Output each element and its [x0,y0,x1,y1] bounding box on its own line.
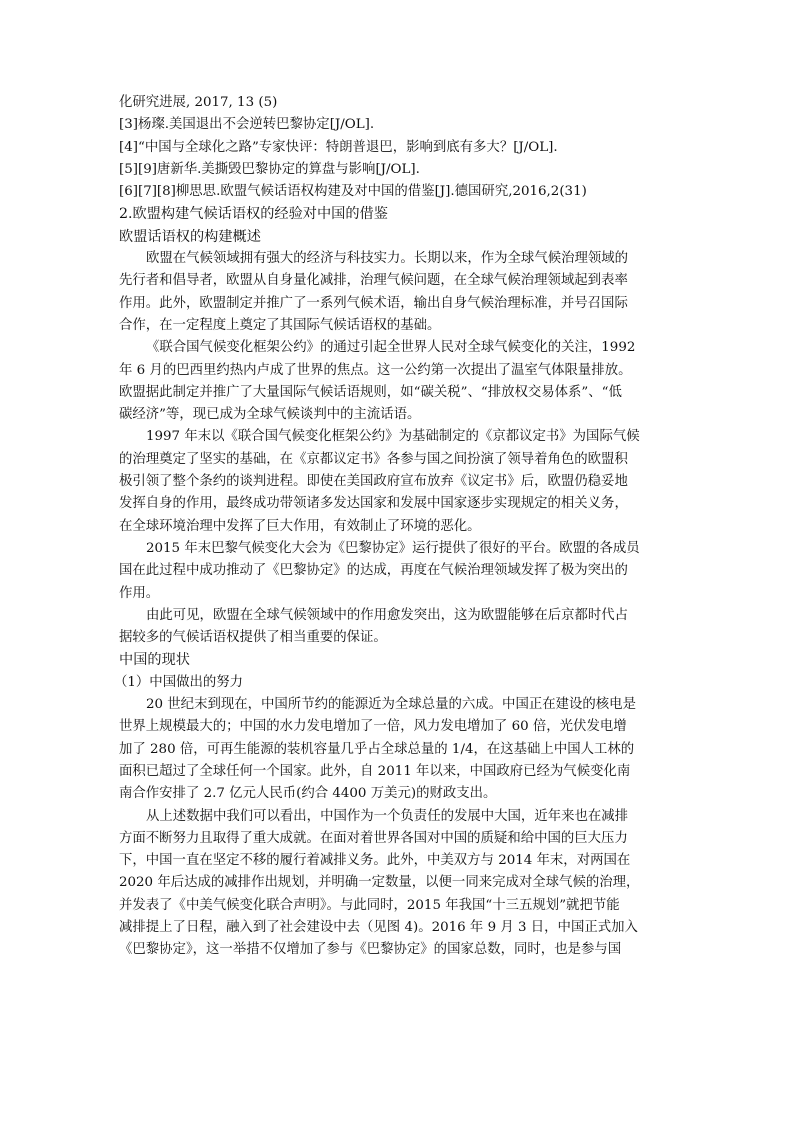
reference-item: 化研究进展, 2017, 13 (5) [119,95,278,110]
paragraph-line: 方面不断努力且取得了重大成就。在面对着世界各国对中国的质疑和给中国的巨大压力 [119,830,628,846]
paragraph-line: 的治理奠定了坚实的基础，在《京都议定书》各参与国之间扮演了领导着角色的欧盟积 [119,451,628,467]
paragraph-line: 欧盟在气候领域拥有强大的经济与科技实力。长期以来，作为全球气候治理领域的 [146,251,629,267]
china-subsection-heading: 中国的现状 [119,652,190,669]
paragraph-line: 下，中国一直在坚定不移的履行着减排义务。此外，中美双方与 2014 年末，对两国在 [119,853,631,869]
paragraph-line: 从上述数据中我们可以看出，中国作为一个负责任的发展中大国，近年来也在减排 [146,808,629,824]
reference-list [119,92,675,203]
paragraph [119,248,675,337]
paragraph [119,538,675,605]
paragraph-line: 2015 年末巴黎气候变化大会为《巴黎协定》运行提供了很好的平台。欧盟的各成员 [146,540,640,556]
china-section-body [119,694,675,962]
paragraph [119,605,675,650]
paragraph-line: 面积已超过了全球任何一个国家。此外，自 2011 年以来，中国政府已经为气候变化南 [119,763,631,779]
paragraph-line: 作用。 [119,585,160,601]
reference-item: [4]“中国与全球化之路”专家快评：特朗普退巴，影响到底有多大？[J/OL]. [119,139,558,155]
paragraph-line: 在全球环境治理中发挥了巨大作用，有效制止了环境的恶化。 [119,518,481,534]
paragraph-line: 2020 年后达成的减排作出规划，并明确一定数量，以便一同来完成对全球气候的治理， [119,875,640,891]
paragraph-line: 减排提上了日程，融入到了社会建设中去（见图 4)。2016 年 9 月 3 日，中国正式加入 [119,919,638,935]
paragraph [119,426,675,537]
paragraph-line: 南合作安排了 2.7 亿元人民币(约合 4400 万美元)的财政支出。 [119,786,497,802]
paragraph-line: 合作，在一定程度上奠定了其国际气候话语权的基础。 [119,317,441,333]
paragraph-line: 碳经济”等，现已成为全球气候谈判中的主流话语。 [119,407,421,423]
paragraph-line: 据较多的气候话语权提供了相当重要的保证。 [119,630,387,646]
paragraph-line: 1997 年末以《联合国气候变化框架公约》为基础制定的《京都议定书》为国际气候 [146,429,640,445]
paragraph [119,337,675,426]
paragraph-line: 加了 280 倍，可再生能源的装机容量几乎占全球总量的 1/4，在这基础上中国人工林的 [119,741,635,757]
reference-item: [5][9]唐新华.美撕毁巴黎协定的算盘与影响[J/OL]. [119,161,420,177]
paragraph-line: 由此可见，欧盟在全球气候领域中的作用愈发突出，这为欧盟能够在后京都时代占 [146,607,629,623]
document-body [114,92,675,962]
paragraph-line: 国在此过程中成功推动了《巴黎协定》的达成，再度在气候治理领域发挥了极为突出的 [119,563,628,579]
paragraph [119,694,675,805]
paragraph-line: 《巴黎协定》，这一举措不仅增加了参与《巴黎协定》的国家总数，同时，也是参与国 [119,942,622,958]
paragraph-line: 极引领了整个条约的谈判进程。即使在美国政府宣布放弃《议定书》后，欧盟仍稳妥地 [119,474,628,490]
paragraph-line: 发挥自身的作用，最终成功带领诸多发达国家和发展中国家逐步实现规定的相关义务， [119,496,628,512]
paragraph-line: 年 6 月的巴西里约热内卢成了世界的焦点。这一公约第一次提出了温室气体限量排放。 [119,362,632,378]
section-title: 2.欧盟构建气候话语权的经验对中国的借鉴 [119,206,388,223]
paragraph-line: 欧盟据此制定并推广了大量国际气候话语规则，如“碳关税”、“排放权交易体系”、“低 [119,384,622,400]
reference-item: [6][7][8]柳思思.欧盟气候话语权构建及对中国的借鉴[J].德国研究,2016,2(31) [119,184,587,200]
paragraph-line: 20 世纪末到现在，中国所节约的能源近为全球总量的六成。中国正在建设的核电是 [146,697,636,713]
paragraph-line: 《联合国气候变化框架公约》的通过引起全世界人民对全球气候变化的关注，1992 [146,340,636,356]
eu-section-body [119,248,675,649]
eu-subsection-heading: 欧盟话语权的构建概述 [119,228,261,245]
china-subheading: （1）中国做出的努力 [114,674,244,690]
paragraph-line: 世界上规模最大的；中国的水力发电增加了一倍，风力发电增加了 60 倍，光伏发电增 [119,719,627,735]
paragraph-line: 作用。此外，欧盟制定并推广了一系列气候术语，输出自身气候治理标准，并号召国际 [119,295,628,311]
reference-item: [3]杨璨.美国退出不会逆转巴黎协定[J/OL]. [119,117,375,133]
paragraph-line: 先行者和倡导者，欧盟从自身量化减排，治理气候问题，在全球气候治理领域起到表率 [119,273,628,289]
paragraph [119,806,675,962]
paragraph-line: 并发表了《中美气候变化联合声明》。与此同时，2015 年我国“十三五规划”就把节能 [119,897,620,913]
